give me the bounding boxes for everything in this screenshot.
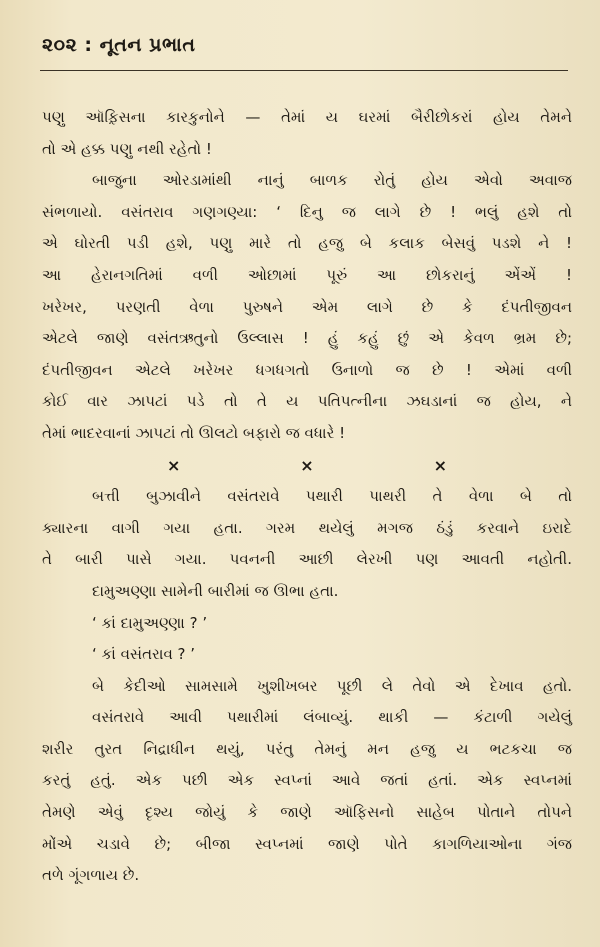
- text-line: તેમાં ભાદરવાનાં ઝાપટાં તો ઊલટો બફારો જ વધારે !: [42, 423, 346, 442]
- text-line: ‘ કાં દામુઅણ્ણા ? ’: [92, 613, 208, 632]
- page-body: [42, 102, 572, 892]
- text-line: મોંએ ચડાવે છે; બીજા સ્વપ્નમાં જાણે પોતે કાગળિયાઓના ગંજ: [42, 834, 572, 853]
- header-separator: :: [84, 34, 93, 56]
- text-line: કોઈ વાર ઝાપટાં પડે તો તે ય પતિપત્નીના ઝઘડાનાં જ હોય, ને: [42, 392, 572, 411]
- text-line: આ હેરાનગતિમાં વળી ઓછામાં પૂરું આ છોકરાનું એંએં !: [42, 265, 572, 284]
- text-line: બત્તી બુઝાવીને વસંતરાવે પથારી પાથરી તે વેળા બે તો: [92, 487, 572, 506]
- text-line: તેમણે એવું દૃશ્ય જોયું કે જાણે ઑફિસનો સાહેબ પોતાને તોપને: [42, 803, 572, 822]
- text-line: દામુઅણ્ણા સામેની બારીમાં જ ઊભા હતા.: [92, 581, 339, 600]
- text-line: કરતું હતું. એક પછી એક સ્વપ્નાં આવે જતાં હતાં. એક સ્વપ્નમાં: [42, 771, 572, 790]
- text-line: તે બારી પાસે ગયા. પવનની આછી લેરખી પણ આવતી નહોતી.: [42, 550, 572, 569]
- section-separator: [42, 450, 572, 482]
- text-line: વસંતરાવે આવી પથારીમાં લંબાવ્યું. થાકી — કંટાળી ગયેલું: [92, 708, 572, 727]
- text-line: તળે ગૂંગળાય છે.: [42, 866, 140, 885]
- separator-mark: ×: [433, 455, 447, 475]
- text-line: શરીર તુરત નિદ્રાધીન થયું, પરંતુ તેમનું મન હજુ ય ભટકચા જ: [42, 739, 572, 758]
- book-title: નૂતન પ્રભાત: [99, 34, 196, 56]
- text-line: દંપતીજીવન એટલે ખરેખર ધગધગતો ઉનાળો જ છે ! એમાં વળી: [42, 360, 572, 379]
- page-number: ૨૦૨: [42, 34, 78, 56]
- page-header: [42, 34, 195, 56]
- text-line: બે કેદીઓ સામસામે ખુશીખબર પૂછી લે તેવો એ દેખાવ હતો.: [92, 676, 572, 695]
- text-line: એ ઘોરતી પડી હશે, પણુ મારે તો હજુ બે કલાક બેસવું પડશે ને !: [42, 234, 572, 253]
- text-line: ખરેખર, પરણતી વેળા પુરુષને એમ લાગે છે કે દંપતીજીવન: [42, 297, 572, 316]
- text-line: સંભળાયો. વસંતરાવ ગણગણ્યા: ‘ દિનુ જ લાગે છે ! ભલું હશે તો: [42, 202, 572, 221]
- text-line: બાજુના ઓરડામાંથી નાનું બાળક રોતું હોય એવો અવાજ: [92, 171, 572, 190]
- header-rule: [40, 70, 568, 71]
- text-line: એટલે જાણે વસંતઋતુનો ઉલ્લાસ ! હું કહું છું એ કેવળ ભ્રમ છે;: [42, 329, 572, 348]
- separator-mark: ×: [167, 455, 181, 475]
- separator-mark: ×: [300, 455, 314, 475]
- text-line: ‘ કાં વસંતરાવ ? ’: [92, 645, 196, 664]
- text-line: તો એ હક્ક પણુ નથી રહેતો !: [42, 139, 212, 158]
- text-line: ક્યારના વાગી ગયા હતા. ગરમ થયેલું મગજ ઠંડું કરવાને ઇરાદે: [42, 518, 572, 537]
- text-line: પણુ ઑફ઼િસના કારકુનોને — તેમાં ય ઘરમાં બૈરીછોકરાં હોય તેમને: [42, 108, 572, 126]
